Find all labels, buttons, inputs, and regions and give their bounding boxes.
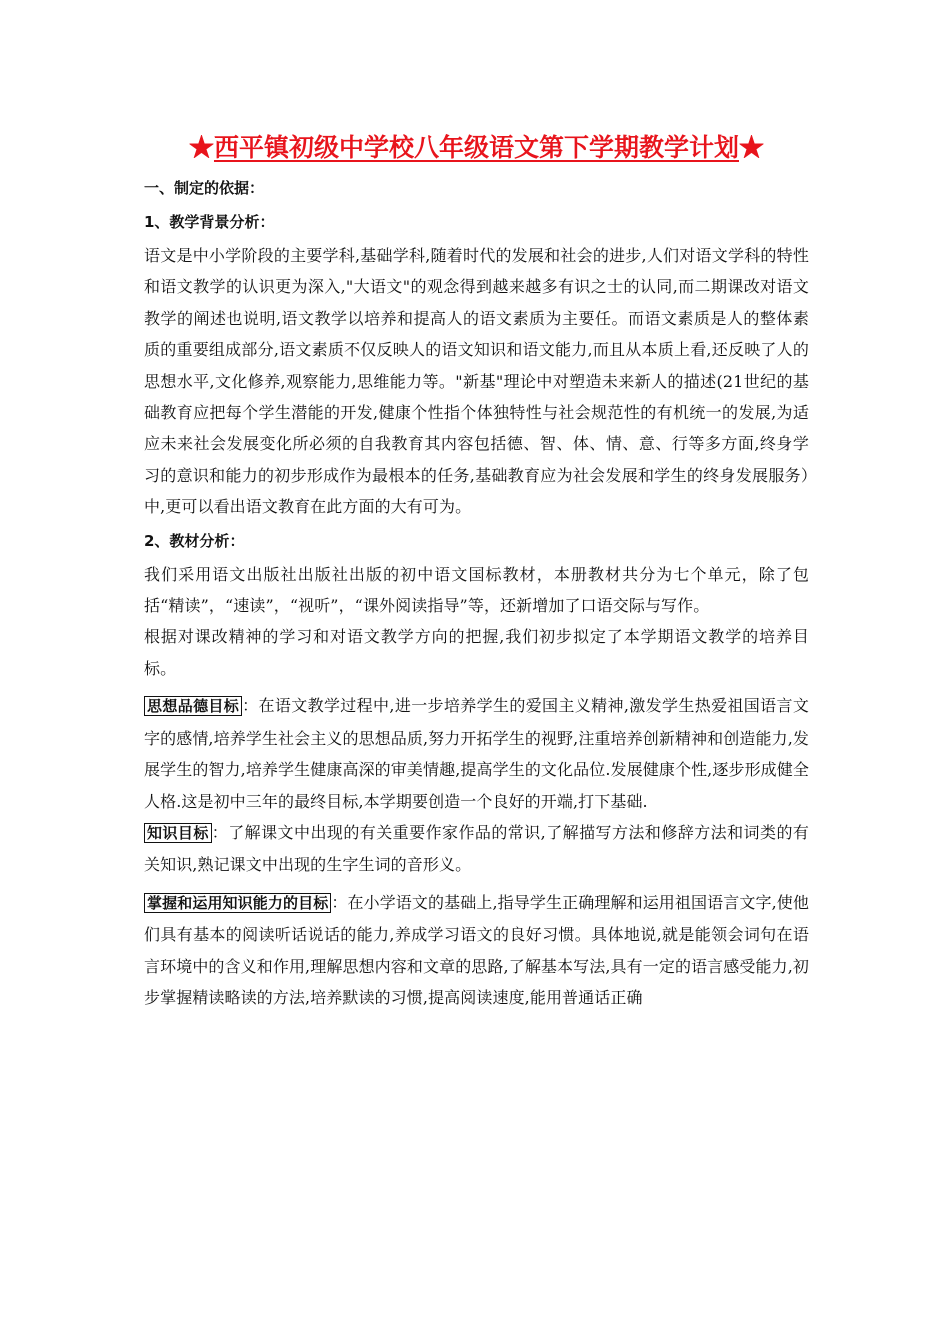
label-moral-goal: 思想品德目标: [144, 696, 242, 716]
section-heading-basis: 一、制定的依据：: [144, 179, 265, 197]
label-knowledge-goal: 知识目标: [144, 823, 212, 843]
paragraph-background: 语文是中小学阶段的主要学科,基础学科,随着时代的发展和社会的进步,人们对语文学科的特性和语文教学的认识更为深入,"大语文"的观念得到越来越多有识之士的认同,而二期课改对语文教学的阐述也说明,语文教学以培养和提高人的语文素质为主要任。而语文素质是人的整体素质的重要组成部分,语文素质不仅反映人的语文知识和语文能力,而且从本质上看,还反映了人的思想水平,文化修养,观察能力,思维能力等。"新基"理论中对塑造未来新人的描述(21世纪的基础教育应把每个学生潜能的开发,健康个性指个体独特性与社会规范性的有机统一的发展,为适应未来社会发展变化所必须的自我教育其内容包括德、智、体、情、意、行等多方面,终身学习的意识和能力的初步形成作为最根本的任务,基础教育应为社会发展和学生的终身发展服务）中,更可以看出语文教育在此方面的大有可为。: [144, 246, 809, 517]
text-moral-goal: ：在语文教学过程中,进一步培养学生的爱国主义精神,激发学生热爱祖国语言文字的感情,培养学生社会主义的思想品质,努力开拓学生的视野,注重培养创新精神和创造能力,发展学生的智力,培养学生健康高深的审美情趣,提高学生的文化品位.发展健康个性,逐步形成健全人格.这是初中三年的最终目标,本学期要创造一个良好的开端,打下基础.: [144, 696, 809, 811]
document-title-text: 西平镇初级中学校八年级语文第下学期教学计划: [213, 133, 739, 162]
star-icon: ★: [188, 133, 214, 162]
star-icon: ★: [739, 133, 765, 162]
text-knowledge-goal: ：了解课文中出现的有关重要作家作品的常识,了解描写方法和修辞方法和词类的有关知识,熟记课文中出现的生字生词的音形义。: [144, 822, 809, 875]
label-ability-goal: 掌握和运用知识能力的目标: [144, 893, 331, 913]
document-page: [144, 128, 809, 1013]
subsection-heading-background: 1、教学背景分析：: [144, 213, 275, 231]
paragraph-textbook: 我们采用语文出版社出版社出版的初中语文国标教材，本册教材共分为七个单元，除了包括“精读”，“速读”，“视听”，“课外阅读指导”等，还新增加了口语交际与写作。: [144, 564, 809, 616]
paragraph-knowledge-goal: [144, 817, 809, 881]
document-title: [144, 128, 809, 168]
paragraph-moral-goal: [144, 690, 809, 817]
paragraph-goals-intro: 根据对课改精神的学习和对语文教学方向的把握,我们初步拟定了本学期语文教学的培养目标。: [144, 627, 809, 678]
text-ability-goal: ：在小学语文的基础上,指导学生正确理解和运用祖国语言文字,使他们具有基本的阅读听话说话的能力,养成学习语文的良好习惯。具体地说,就是能领会词句在语言环境中的含义和作用,理解思想内容和文章的思路,了解基本写法,具有一定的语言感受能力,初步掌握精读略读的方法,培养默读的习惯,提高阅读速度,能用普通话正确: [144, 892, 810, 1007]
subsection-heading-textbook: 2、教材分析：: [144, 531, 245, 550]
paragraph-ability-goal: [144, 887, 809, 1014]
